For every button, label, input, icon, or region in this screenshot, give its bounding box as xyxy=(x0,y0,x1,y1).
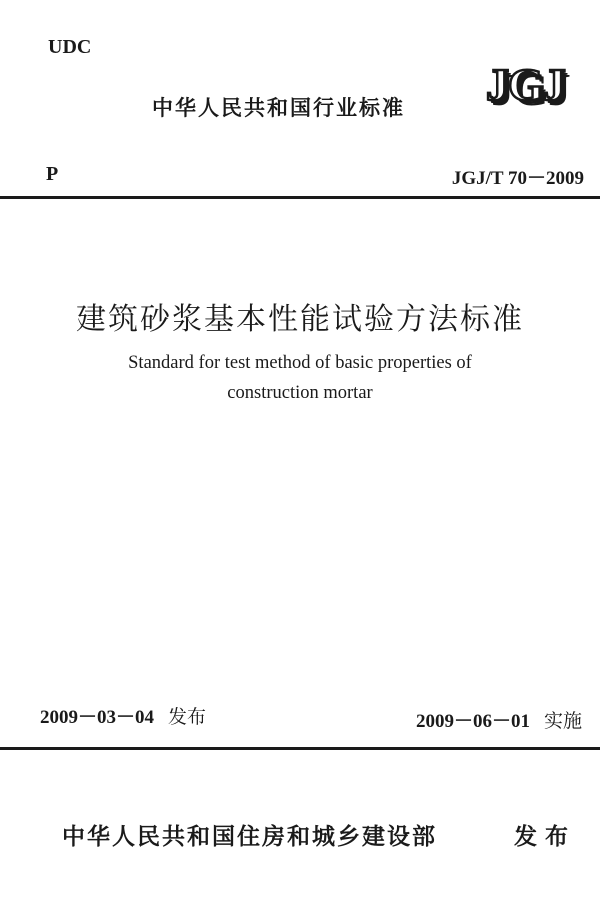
title-english-line1: Standard for test method of basic properties of xyxy=(128,353,472,373)
classification-code: P xyxy=(46,163,59,185)
title-english xyxy=(0,348,600,408)
publisher-name: 中华人民共和国住房和城乡建设部 xyxy=(62,824,437,850)
title-chinese: 建筑砂浆基本性能试验方法标准 xyxy=(76,302,524,337)
issue-date-block xyxy=(40,702,206,729)
issue-label: 发布 xyxy=(168,706,207,728)
title-english-line2: construction mortar xyxy=(227,383,373,403)
effective-label: 实施 xyxy=(543,710,582,732)
effective-date: 2009－06－01 xyxy=(415,711,530,732)
publish-label: 发布 xyxy=(514,824,576,850)
jgj-logo: JGJ xyxy=(486,59,565,110)
udc-label: UDC xyxy=(48,36,92,58)
issue-date: 2009－03－04 xyxy=(40,707,155,728)
standard-code: JGJ/T 70－2009 xyxy=(451,168,584,189)
standard-type: 中华人民共和国行业标准 xyxy=(152,96,405,120)
top-divider xyxy=(0,196,600,199)
bottom-divider xyxy=(0,747,600,750)
effective-date-block xyxy=(416,706,582,733)
